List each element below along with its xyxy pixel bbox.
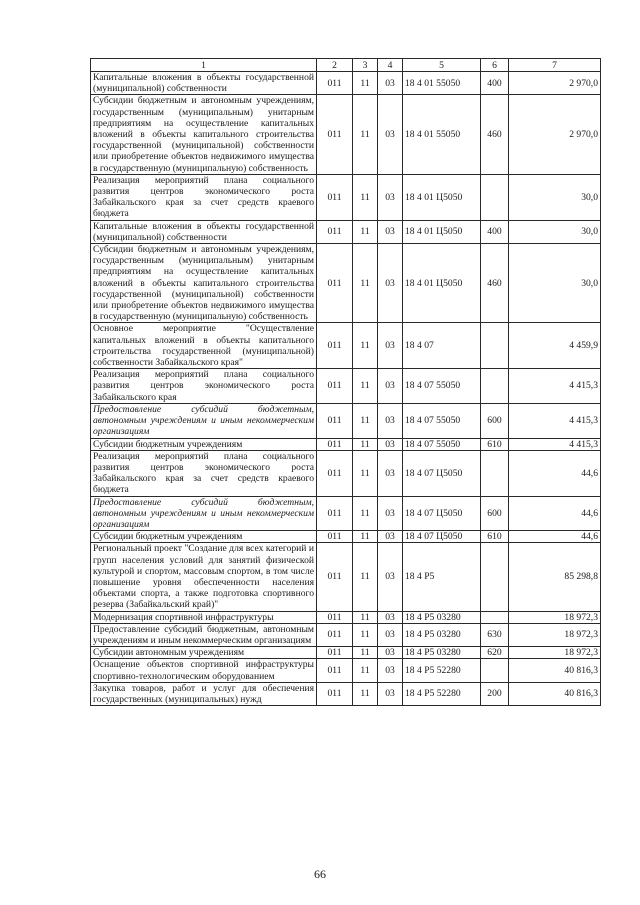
target-article-code: 18 4 P5 03280 xyxy=(403,647,481,659)
amount: 4 415,3 xyxy=(509,403,601,438)
ministry-code: 011 xyxy=(317,543,353,611)
ministry-code: 011 xyxy=(317,244,353,323)
ministry-code: 011 xyxy=(317,659,353,682)
ministry-code: 011 xyxy=(317,438,353,450)
document-page xyxy=(90,58,600,706)
section-code: 11 xyxy=(353,95,378,174)
target-article-code: 18 4 P5 xyxy=(403,543,481,611)
target-article-code: 18 4 01 55050 xyxy=(403,95,481,174)
table-row xyxy=(91,403,601,438)
item-name: Предоставление субсидий бюджетным, автономным учреждениям и иным некоммерческим организациям xyxy=(91,496,317,531)
section-code: 11 xyxy=(353,174,378,220)
target-article-code: 18 4 01 Ц5050 xyxy=(403,220,481,243)
ministry-code: 011 xyxy=(317,220,353,243)
ministry-code: 011 xyxy=(317,369,353,404)
expense-type-code xyxy=(481,323,509,369)
item-name: Основное мероприятие "Осуществление капитальных вложений в объекты капитального строительства государственной (муниципальной) собственности Забайкальского края" xyxy=(91,323,317,369)
table-row xyxy=(91,174,601,220)
target-article-code: 18 4 07 xyxy=(403,323,481,369)
target-article-code: 18 4 07 55050 xyxy=(403,438,481,450)
section-code: 11 xyxy=(353,220,378,243)
amount: 18 972,3 xyxy=(509,611,601,623)
amount: 18 972,3 xyxy=(509,623,601,646)
table-row xyxy=(91,369,601,404)
subsection-code: 03 xyxy=(378,682,403,705)
ministry-code: 011 xyxy=(317,323,353,369)
target-article-code: 18 4 07 Ц5050 xyxy=(403,496,481,531)
subsection-code: 03 xyxy=(378,403,403,438)
ministry-code: 011 xyxy=(317,682,353,705)
amount: 40 816,3 xyxy=(509,659,601,682)
ministry-code: 011 xyxy=(317,450,353,496)
item-name: Реализация мероприятий плана социального развития центров экономического роста Забайкальского края за счет средств краевого бюджета xyxy=(91,174,317,220)
table-row xyxy=(91,244,601,323)
table-header-row xyxy=(91,59,601,72)
budget-table xyxy=(90,58,601,706)
target-article-code: 18 4 P5 03280 xyxy=(403,611,481,623)
subsection-code: 03 xyxy=(378,95,403,174)
section-code: 11 xyxy=(353,403,378,438)
section-code: 11 xyxy=(353,323,378,369)
section-code: 11 xyxy=(353,369,378,404)
section-code: 11 xyxy=(353,682,378,705)
expense-type-code: 630 xyxy=(481,623,509,646)
item-name: Реализация мероприятий плана социального развития центров экономического роста Забайкальского края за счет средств краевого бюджета xyxy=(91,450,317,496)
subsection-code: 03 xyxy=(378,438,403,450)
target-article-code: 18 4 01 55050 xyxy=(403,72,481,95)
section-code: 11 xyxy=(353,72,378,95)
item-name: Капитальные вложения в объекты государственной (муниципальной) собственности xyxy=(91,220,317,243)
target-article-code: 18 4 07 Ц5050 xyxy=(403,450,481,496)
subsection-code: 03 xyxy=(378,450,403,496)
amount: 2 970,0 xyxy=(509,95,601,174)
subsection-code: 03 xyxy=(378,496,403,531)
table-row xyxy=(91,95,601,174)
table-row xyxy=(91,623,601,646)
item-name: Субсидии автономным учреждениям xyxy=(91,647,317,659)
subsection-code: 03 xyxy=(378,659,403,682)
subsection-code: 03 xyxy=(378,611,403,623)
table-row xyxy=(91,647,601,659)
ministry-code: 011 xyxy=(317,95,353,174)
subsection-code: 03 xyxy=(378,543,403,611)
expense-type-code xyxy=(481,659,509,682)
table-row xyxy=(91,450,601,496)
target-article-code: 18 4 P5 03280 xyxy=(403,623,481,646)
item-name: Субсидии бюджетным и автономным учреждениям, государственным (муниципальным) унитарным предприятиям на осуществление капитальных вложений в объекты капитального строительства государственной (муниципальной) собственности или приобретение объектов недвижимого имущества в государственную (муниципальную) собственность xyxy=(91,95,317,174)
amount: 2 970,0 xyxy=(509,72,601,95)
amount: 40 816,3 xyxy=(509,682,601,705)
expense-type-code: 400 xyxy=(481,72,509,95)
subsection-code: 03 xyxy=(378,647,403,659)
amount: 44,6 xyxy=(509,531,601,543)
expense-type-code: 200 xyxy=(481,682,509,705)
target-article-code: 18 4 P5 52280 xyxy=(403,659,481,682)
amount: 30,0 xyxy=(509,174,601,220)
column-header-1: 1 xyxy=(91,59,317,72)
amount: 4 415,3 xyxy=(509,369,601,404)
table-row xyxy=(91,611,601,623)
subsection-code: 03 xyxy=(378,72,403,95)
item-name: Оснащение объектов спортивной инфраструктуры спортивно-технологическим оборудованием xyxy=(91,659,317,682)
ministry-code: 011 xyxy=(317,72,353,95)
expense-type-code: 610 xyxy=(481,531,509,543)
item-name: Реализация мероприятий плана социального развития центров экономического роста Забайкальского края xyxy=(91,369,317,404)
table-row xyxy=(91,323,601,369)
item-name: Модернизация спортивной инфраструктуры xyxy=(91,611,317,623)
amount: 44,6 xyxy=(509,450,601,496)
amount: 30,0 xyxy=(509,220,601,243)
expense-type-code xyxy=(481,611,509,623)
expense-type-code xyxy=(481,450,509,496)
ministry-code: 011 xyxy=(317,647,353,659)
subsection-code: 03 xyxy=(378,531,403,543)
page-number: 66 xyxy=(314,867,326,881)
section-code: 11 xyxy=(353,450,378,496)
amount: 44,6 xyxy=(509,496,601,531)
column-header-3: 3 xyxy=(353,59,378,72)
section-code: 11 xyxy=(353,244,378,323)
table-row xyxy=(91,659,601,682)
ministry-code: 011 xyxy=(317,611,353,623)
target-article-code: 18 4 07 55050 xyxy=(403,369,481,404)
table-row xyxy=(91,496,601,531)
section-code: 11 xyxy=(353,496,378,531)
table-row xyxy=(91,438,601,450)
table-row xyxy=(91,72,601,95)
amount: 4 459,9 xyxy=(509,323,601,369)
expense-type-code: 610 xyxy=(481,438,509,450)
expense-type-code: 460 xyxy=(481,95,509,174)
section-code: 11 xyxy=(353,659,378,682)
item-name: Субсидии бюджетным учреждениям xyxy=(91,531,317,543)
section-code: 11 xyxy=(353,611,378,623)
section-code: 11 xyxy=(353,531,378,543)
amount: 85 298,8 xyxy=(509,543,601,611)
item-name: Закупка товаров, работ и услуг для обеспечения государственных (муниципальных) нужд xyxy=(91,682,317,705)
subsection-code: 03 xyxy=(378,369,403,404)
target-article-code: 18 4 01 Ц5050 xyxy=(403,174,481,220)
target-article-code: 18 4 P5 52280 xyxy=(403,682,481,705)
table-row xyxy=(91,543,601,611)
column-header-7: 7 xyxy=(509,59,601,72)
section-code: 11 xyxy=(353,438,378,450)
section-code: 11 xyxy=(353,647,378,659)
expense-type-code: 600 xyxy=(481,496,509,531)
item-name: Субсидии бюджетным учреждениям xyxy=(91,438,317,450)
amount: 30,0 xyxy=(509,244,601,323)
subsection-code: 03 xyxy=(378,244,403,323)
target-article-code: 18 4 01 Ц5050 xyxy=(403,244,481,323)
column-header-2: 2 xyxy=(317,59,353,72)
column-header-5: 5 xyxy=(403,59,481,72)
table-row xyxy=(91,220,601,243)
ministry-code: 011 xyxy=(317,531,353,543)
column-header-4: 4 xyxy=(378,59,403,72)
column-header-6: 6 xyxy=(481,59,509,72)
ministry-code: 011 xyxy=(317,496,353,531)
target-article-code: 18 4 07 Ц5050 xyxy=(403,531,481,543)
ministry-code: 011 xyxy=(317,403,353,438)
amount: 4 415,3 xyxy=(509,438,601,450)
item-name: Предоставление субсидий бюджетным, автономным учреждениям и иным некоммерческим организациям xyxy=(91,403,317,438)
table-row xyxy=(91,682,601,705)
item-name: Предоставление субсидий бюджетным, автономным учреждениям и иным некоммерческим организациям xyxy=(91,623,317,646)
section-code: 11 xyxy=(353,543,378,611)
expense-type-code xyxy=(481,369,509,404)
table-row xyxy=(91,531,601,543)
section-code: 11 xyxy=(353,623,378,646)
expense-type-code: 460 xyxy=(481,244,509,323)
expense-type-code: 600 xyxy=(481,403,509,438)
item-name: Капитальные вложения в объекты государственной (муниципальной) собственности xyxy=(91,72,317,95)
subsection-code: 03 xyxy=(378,623,403,646)
expense-type-code xyxy=(481,543,509,611)
expense-type-code xyxy=(481,174,509,220)
subsection-code: 03 xyxy=(378,323,403,369)
target-article-code: 18 4 07 55050 xyxy=(403,403,481,438)
subsection-code: 03 xyxy=(378,220,403,243)
expense-type-code: 400 xyxy=(481,220,509,243)
subsection-code: 03 xyxy=(378,174,403,220)
expense-type-code: 620 xyxy=(481,647,509,659)
item-name: Региональный проект "Создание для всех категорий и групп населения условий для занятий физической культурой и спортом, массовым спортом, в том числе повышение уровня обеспеченности населения объектами спорта, а также подготовка спортивного резерва (Забайкальский край)" xyxy=(91,543,317,611)
amount: 18 972,3 xyxy=(509,647,601,659)
ministry-code: 011 xyxy=(317,174,353,220)
ministry-code: 011 xyxy=(317,623,353,646)
item-name: Субсидии бюджетным и автономным учреждениям, государственным (муниципальным) унитарным предприятиям на осуществление капитальных вложений в объекты капитального строительства государственной (муниципальной) собственности или приобретение объектов недвижимого имущества в государственную (муниципальную) собственность xyxy=(91,244,317,323)
